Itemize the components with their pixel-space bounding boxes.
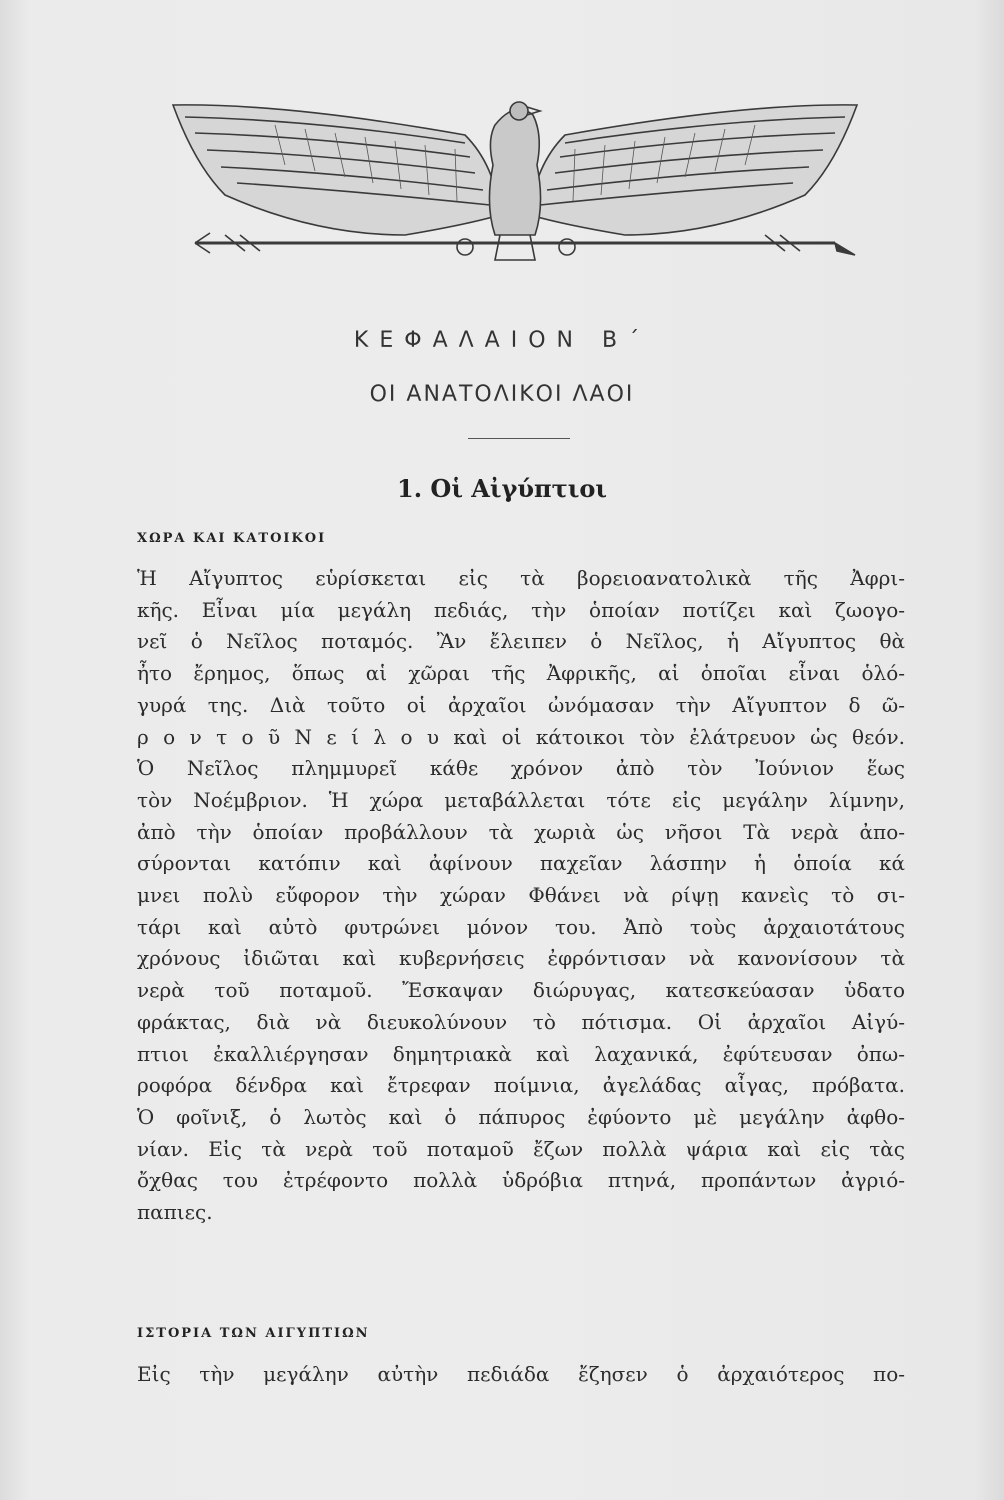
text-line: Ἡ Αἴγυπτος εὑρίσκεται εἰς τὰ βορειοανατολικὰ τῆς Ἀφρι-: [137, 566, 905, 590]
text-line: νίαν. Εἰς τὰ νερὰ τοῦ ποταμοῦ ἔζων πολλὰ ψάρια καὶ εἰς τὰς: [137, 1136, 905, 1161]
text-line: ἀπὸ τὴν ὁποίαν προβάλλουν τὰ χωριὰ ὡς νῆσοι Τὰ νερὰ ἀπο-: [137, 819, 905, 844]
text-line: πτιοι ἐκαλλιέργησαν δημητριακὰ καὶ λαχανικά, ἐφύτευσαν ὀπω-: [137, 1041, 905, 1066]
text-line: χρόνους ἰδιῶται καὶ κυβερνήσεις ἐφρόντισαν νὰ κανονίσουν τὰ: [137, 946, 905, 971]
text-line: νερὰ τοῦ ποταμοῦ. Ἔσκαψαν διώρυγας, κατεσκεύασαν ὑδατο: [137, 978, 905, 1003]
text-line: ρ ο ν τ ο ῦ Ν ε ί λ ο υ καὶ οἱ κάτοικοι τὸν ἐλάτρευον ὡς θεόν.: [137, 724, 905, 749]
text-line: τάρι καὶ αὐτὸ φυτρώνει μόνον του. Ἀπὸ τοὺς ἀρχαιοτάτους: [137, 914, 905, 939]
chapter-label: ΚΕΦΑΛΑΙΟΝ Β΄: [353, 328, 651, 353]
paragraph-history: [137, 1359, 905, 1391]
text-line: Ὁ Νεῖλος πλημμυρεῖ κάθε χρόνον ἀπὸ τὸν Ἰούνιον ἕως: [137, 756, 905, 781]
title-divider: [468, 438, 570, 439]
subsection-heading-land: ΧΩΡΑ ΚΑΙ ΚΑΤΟΙΚΟΙ: [137, 531, 327, 546]
text-line: Ὁ φοῖνιξ, ὁ λωτὸς καὶ ὁ πάπυρος ἐφύοντο μὲ μεγάλην ἀφθο-: [137, 1104, 905, 1129]
subsection-heading-history: ΙΣΤΟΡΙΑ ΤΩΝ ΑΙΓΥΠΤΙΩΝ: [137, 1326, 370, 1341]
text-line: ὄχθας του ἐτρέφοντο πολλὰ ὑδρόβια πτηνά, προπάντων ἀγριό-: [137, 1168, 905, 1193]
winged-vulture-emblem-icon: [165, 95, 865, 280]
paragraph-land-and-inhabitants: [137, 563, 905, 1229]
text-line: κῆς. Εἶναι μία μεγάλη πεδιάς, τὴν ὁποίαν ποτίζει καὶ ζωογο-: [137, 597, 905, 622]
text-line: τὸν Νοέμβριον. Ἡ χώρα μεταβάλλεται τότε εἰς μεγάλην λίμνην,: [137, 787, 905, 812]
text-line: φράκτας, διὰ νὰ διευκολύνουν τὸ πότισμα. Οἱ ἀρχαῖοι Αἰγύ-: [137, 1009, 905, 1034]
section-title: 1. Οἱ Αἰγύπτιοι: [397, 474, 607, 503]
text-line: νεῖ ὁ Νεῖλος ποταμός. Ἂν ἔλειπεν ὁ Νεῖλος, ἡ Αἴγυπτος θὰ: [137, 629, 905, 654]
text-line: μνει πολὺ εὔφορον τὴν χώραν Φθάνει νὰ ρίψῃ κανεὶς τὸ σι-: [137, 883, 905, 908]
text-line: παπιες.: [137, 1200, 213, 1225]
text-line: ἦτο ἔρημος, ὅπως αἱ χῶραι τῆς Ἀφρικῆς, αἱ ὁποῖαι εἶναι ὁλό-: [137, 661, 905, 686]
text-line: γυρά της. Διὰ τοῦτο οἱ ἀρχαῖοι ὠνόμασαν τὴν Αἴγυπτον δ ῶ-: [137, 692, 905, 717]
text-line: ροφόρα δένδρα καὶ ἔτρεφαν ποίμνια, ἀγελάδας αἶγας, πρόβατα.: [137, 1073, 905, 1098]
chapter-title: ΟΙ ΑΝΑΤΟΛΙΚΟΙ ΛΑΟΙ: [369, 382, 635, 407]
text-line: Εἰς τὴν μεγάλην αὐτὴν πεδιάδα ἔζησεν ὁ ἀρχαιότερος πο-: [137, 1362, 905, 1386]
text-line: σύρονται κατόπιν καὶ ἀφίνουν παχεῖαν λάσπην ἡ ὁποία κά: [137, 851, 905, 876]
